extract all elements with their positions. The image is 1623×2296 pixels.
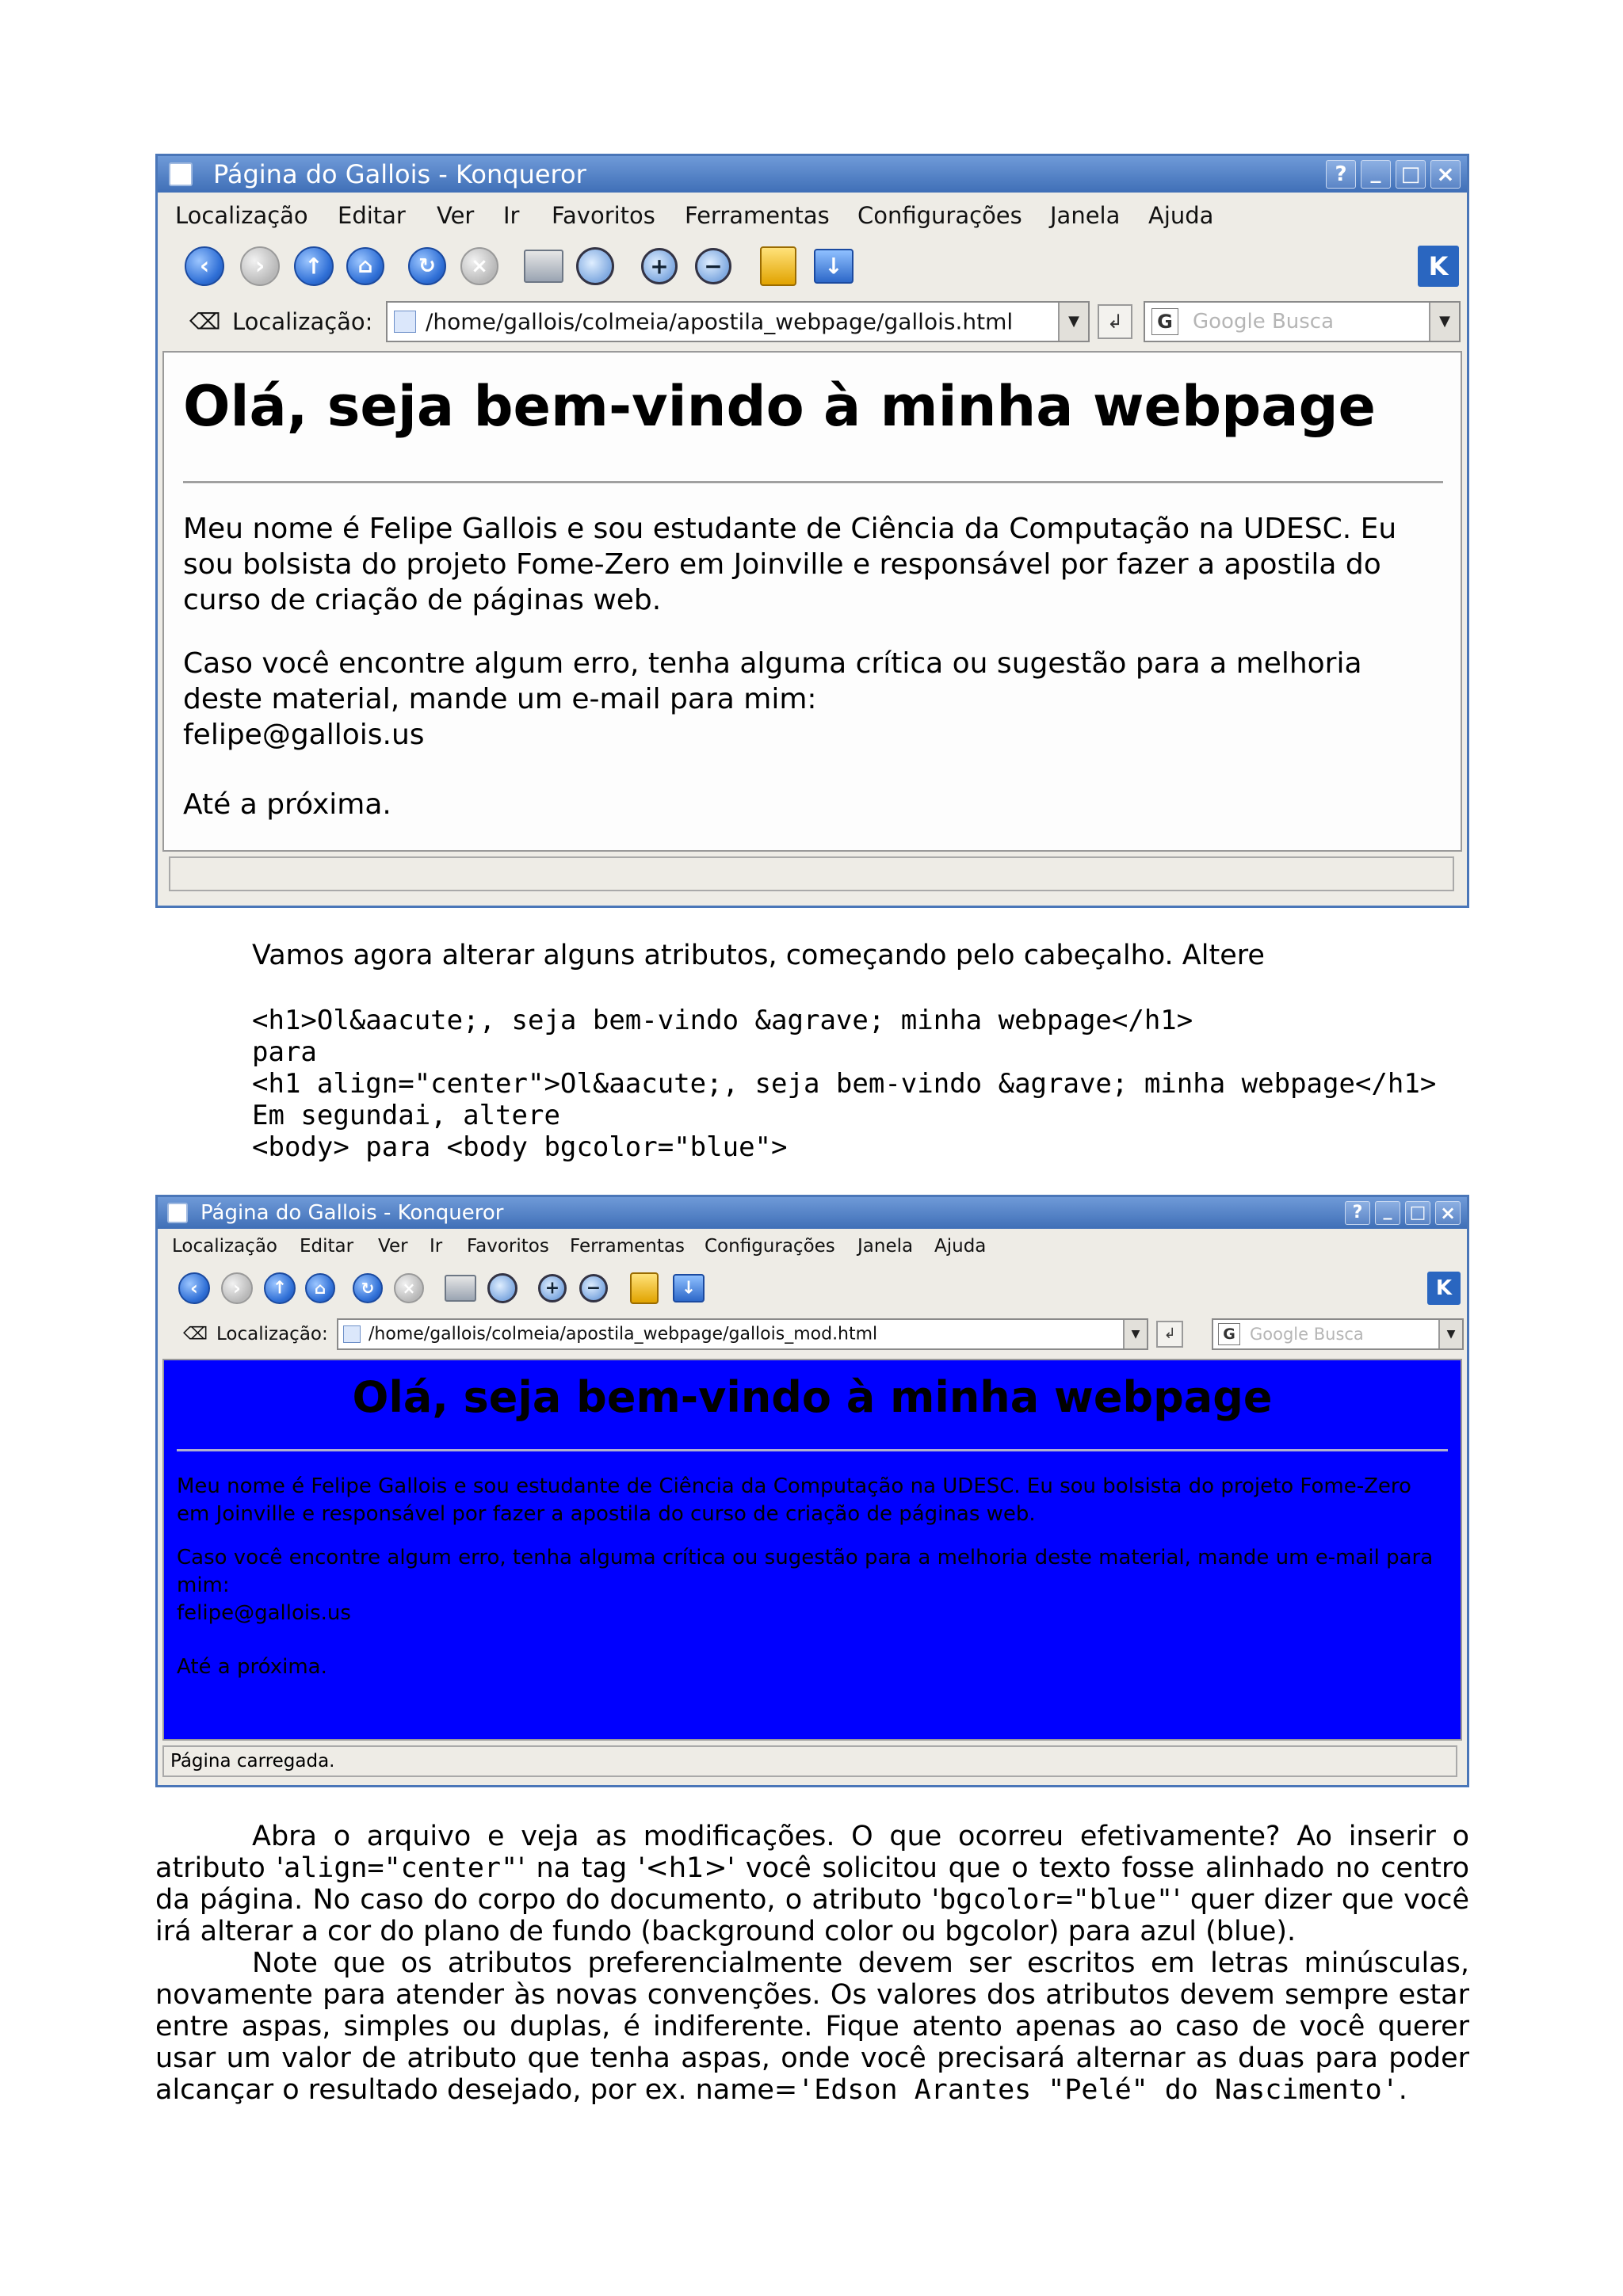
menu-localizacao[interactable]: Localização (172, 1236, 277, 1257)
code-line-3: <h1 align="center">Ol&aacute;, seja bem-vindo &agrave; minha webpage</h1> (252, 1068, 1437, 1100)
menu-bar (158, 1229, 1467, 1264)
page-viewport (162, 1359, 1462, 1741)
menu-ajuda[interactable]: Ajuda (934, 1236, 987, 1257)
feedback-paragraph (177, 1544, 1445, 1627)
download-icon[interactable]: ↓ (673, 1274, 705, 1302)
code-line-4: Em segundai, altere (252, 1100, 560, 1131)
page-viewport (162, 351, 1462, 852)
search-placeholder: Google Busca (1193, 310, 1335, 334)
intro-paragraph: Meu nome é Felipe Gallois e sou estudante de Ciência da Computação na UDESC. Eu sou bolsista do projeto Fome-Zero em Joinville e responsável por fazer a apostila do curso de criação de páginas web. (177, 1474, 1411, 1526)
url-field[interactable] (386, 301, 1090, 342)
window-controls (1345, 1201, 1461, 1225)
forward-icon[interactable]: › (240, 246, 280, 286)
print-icon[interactable] (524, 250, 563, 283)
home-icon[interactable]: ⌂ (346, 247, 384, 285)
menu-favoritos[interactable]: Favoritos (552, 202, 655, 229)
location-bar (158, 1313, 1467, 1356)
go-button[interactable]: ↲ (1156, 1321, 1183, 1348)
minimize-button[interactable]: _ (1361, 160, 1391, 189)
menu-ajuda[interactable]: Ajuda (1148, 202, 1214, 229)
app-icon (167, 1203, 188, 1223)
reload-icon[interactable]: ↻ (408, 247, 446, 285)
browser-window-2 (155, 1195, 1469, 1787)
p2-text-b: . (1398, 2074, 1407, 2106)
reload-icon[interactable]: ↻ (353, 1273, 383, 1303)
p2-code-name: 'Edson Arantes "Pelé" do Nascimento' (797, 2074, 1399, 2106)
toolbar (158, 1264, 1467, 1313)
kde-logo-icon[interactable]: K (1427, 1272, 1461, 1305)
heading-rule (177, 1449, 1448, 1451)
up-icon[interactable]: ↑ (264, 1272, 296, 1304)
menu-janela[interactable]: Janela (1050, 202, 1121, 229)
menu-ferramentas[interactable]: Ferramentas (570, 1236, 685, 1257)
intro-paragraph: Meu nome é Felipe Gallois e sou estudante de Ciência da Computação na UDESC. Eu sou bolsista do projeto Fome-Zero em Joinville e responsável por fazer a apostila do curso de criação de páginas web. (183, 513, 1397, 616)
browser-window-1 (155, 154, 1469, 908)
search-dropdown-icon[interactable]: ▼ (1438, 1320, 1462, 1348)
search-placeholder: Google Busca (1250, 1325, 1364, 1344)
security-lock-icon[interactable] (760, 246, 796, 286)
location-label: Localização: (232, 308, 373, 335)
status-bar (169, 856, 1454, 891)
page-heading: Olá, seja bem-vindo à minha webpage (352, 1372, 1273, 1422)
home-icon[interactable]: ⌂ (305, 1273, 335, 1303)
find-icon[interactable] (487, 1273, 517, 1303)
clear-location-icon[interactable]: ⌫ (183, 1324, 208, 1344)
clear-location-icon[interactable]: ⌫ (189, 308, 221, 335)
intro-instruction: Vamos agora alterar alguns atributos, começando pelo cabeçalho. Altere (252, 940, 1265, 971)
zoom-out-icon[interactable]: − (579, 1274, 608, 1302)
p2-text-a: Note que os atributos preferencialmente devem ser escritos em letras minúsculas, novamente para atender às novas convenções. Os valores dos atributos devem sempre estar entre aspas, simples ou duplas, é indiferente. Fique atento apenas ao caso de você querer usar um valor de atributo que tenha aspas, onde você precisará alternar as duas para poder alcançar o resultado desejado, por ex. name= (155, 1947, 1469, 2106)
menu-localizacao[interactable]: Localização (175, 202, 308, 229)
explanation-paragraph-2 (155, 1947, 1469, 2106)
menu-bar (158, 193, 1467, 238)
search-field[interactable] (1212, 1318, 1464, 1350)
window-title: Página do Gallois - Konqueror (200, 1201, 504, 1225)
location-bar (158, 294, 1467, 349)
back-icon[interactable]: ‹ (185, 246, 224, 286)
closing-text: Até a próxima. (183, 788, 391, 821)
p1-text-b: ' na tag '<h1>' você solicitou que o texto fosse alinhado no centro da página. No caso do corpo do documento, o atributo ' (155, 1852, 1469, 1916)
closing-text: Até a próxima. (177, 1655, 327, 1679)
maximize-button[interactable]: □ (1405, 1201, 1430, 1225)
feedback-paragraph (183, 646, 1372, 753)
p1-code-bgcolor: bgcolor="blue" (939, 1884, 1174, 1916)
menu-editar[interactable]: Editar (300, 1236, 354, 1257)
forward-icon[interactable]: › (221, 1272, 253, 1304)
location-label: Localização: (216, 1324, 328, 1344)
back-icon[interactable]: ‹ (178, 1272, 210, 1304)
close-button[interactable]: × (1435, 1201, 1461, 1225)
url-dropdown-icon[interactable]: ▼ (1123, 1320, 1147, 1348)
p1-text-c: ' quer dizer que você irá alterar a cor do plano de fundo (background color ou bgcolor) para azul (blue). (155, 1884, 1469, 1947)
window-title: Página do Gallois - Konqueror (213, 159, 586, 189)
menu-favoritos[interactable]: Favoritos (467, 1236, 549, 1257)
google-icon: G (1218, 1323, 1240, 1345)
minimize-button[interactable]: _ (1375, 1201, 1400, 1225)
menu-configuracoes[interactable]: Configurações (857, 202, 1022, 229)
page-favicon-icon (343, 1325, 361, 1343)
download-icon[interactable]: ↓ (814, 249, 854, 284)
menu-configuracoes[interactable]: Configurações (705, 1236, 835, 1257)
security-lock-icon[interactable] (630, 1272, 659, 1304)
menu-ferramentas[interactable]: Ferramentas (685, 202, 830, 229)
search-dropdown-icon[interactable]: ▼ (1429, 303, 1459, 341)
url-text: /home/gallois/colmeia/apostila_webpage/gallois.html (426, 308, 1014, 335)
menu-ir[interactable]: Ir (430, 1236, 443, 1257)
google-icon: G (1151, 308, 1178, 335)
kde-logo-icon[interactable]: K (1418, 246, 1459, 287)
help-button[interactable]: ? (1326, 160, 1356, 189)
email-link[interactable]: felipe@gallois.us (183, 719, 425, 751)
status-text: Página carregada. (170, 1751, 335, 1772)
zoom-in-icon[interactable]: + (538, 1274, 567, 1302)
url-field[interactable] (337, 1318, 1148, 1350)
up-icon[interactable]: ↑ (294, 246, 334, 286)
status-bar (162, 1745, 1457, 1777)
stop-icon[interactable]: × (394, 1273, 424, 1303)
menu-janela[interactable]: Janela (857, 1236, 914, 1257)
print-icon[interactable] (445, 1275, 476, 1302)
feedback-text: Caso você encontre algum erro, tenha alguma crítica ou sugestão para a melhoria deste material, mande um e-mail para mim: (177, 1546, 1434, 1597)
search-field[interactable] (1144, 301, 1461, 342)
zoom-out-icon[interactable]: − (695, 248, 731, 284)
menu-ver[interactable]: Ver (437, 202, 475, 229)
url-dropdown-icon[interactable]: ▼ (1058, 303, 1088, 341)
menu-ir[interactable]: Ir (503, 202, 520, 229)
p1-text-a: Abra o arquivo e veja as modificações. O que ocorreu efetivamente? Ao inserir o atributo ' (155, 1821, 1469, 1884)
code-line-2: para (252, 1036, 317, 1068)
title-bar[interactable] (158, 1197, 1467, 1229)
app-icon (169, 162, 193, 186)
zoom-in-icon[interactable]: + (641, 248, 678, 284)
page-heading: Olá, seja bem-vindo à minha webpage (183, 374, 1377, 439)
code-line-1: <h1>Ol&aacute;, seja bem-vindo &agrave; minha webpage</h1> (252, 1005, 1193, 1036)
heading-rule (183, 481, 1443, 483)
maximize-button[interactable]: □ (1396, 160, 1426, 189)
p1-code-align: align="center" (284, 1852, 518, 1884)
toolbar (158, 238, 1467, 294)
page-favicon-icon (394, 311, 416, 333)
close-button[interactable]: × (1430, 160, 1461, 189)
code-line-5: <body> para <body bgcolor="blue"> (252, 1131, 788, 1163)
go-button[interactable]: ↲ (1098, 304, 1132, 339)
stop-icon[interactable]: × (460, 247, 498, 285)
window-controls (1326, 160, 1461, 189)
title-bar[interactable] (158, 156, 1467, 193)
find-icon[interactable] (576, 247, 614, 285)
menu-editar[interactable]: Editar (338, 202, 406, 229)
email-link[interactable]: felipe@gallois.us (177, 1601, 351, 1625)
help-button[interactable]: ? (1345, 1201, 1370, 1225)
url-text: /home/gallois/colmeia/apostila_webpage/gallois_mod.html (369, 1324, 878, 1344)
menu-ver[interactable]: Ver (378, 1236, 408, 1257)
feedback-text: Caso você encontre algum erro, tenha alguma crítica ou sugestão para a melhoria deste material, mande um e-mail para mim: (183, 647, 1362, 715)
explanation-paragraph-1 (155, 1821, 1469, 1947)
